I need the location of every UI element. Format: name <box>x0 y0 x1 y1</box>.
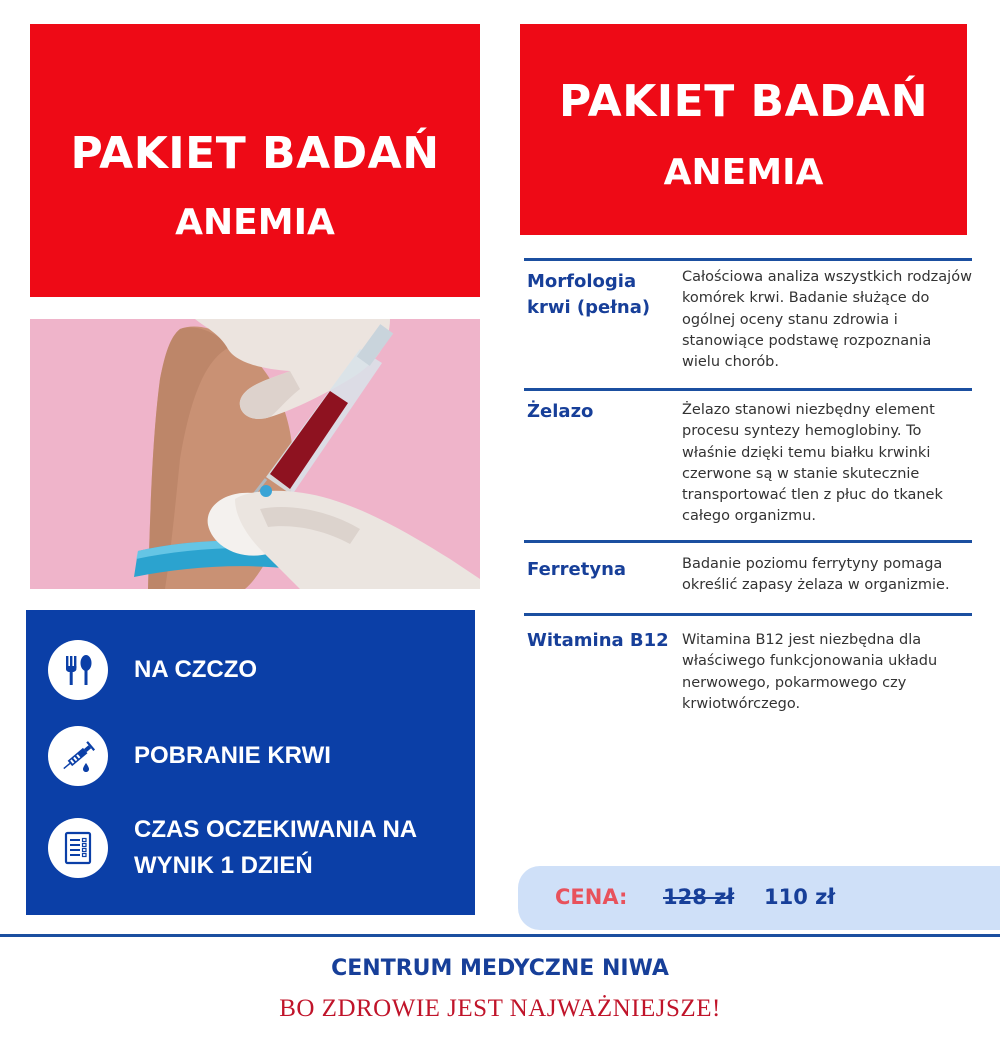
header-left-subtitle: ANEMIA <box>175 202 335 243</box>
checklist-icon <box>48 818 108 878</box>
price-bar <box>518 866 1000 930</box>
new-price: 110 zł <box>764 885 836 909</box>
test-description: Badanie poziomu ferrytyny pomaga określić zapasy żelaza w organizmie. <box>682 556 950 594</box>
test-row <box>524 258 972 388</box>
footer-clinic-name: CENTRUM MEDYCZNE NIWA <box>331 956 669 981</box>
test-description: Całościowa analiza wszystkich rodzajów komórek krwi. Badanie służące do ogólnej oceny stanu zdrowia i stanowiące podstawę rozpoznania wielu chorób. <box>682 269 972 371</box>
info-item-blood-draw <box>48 726 331 786</box>
syringe-icon <box>48 726 108 786</box>
test-row <box>524 613 972 723</box>
old-price: 128 zł <box>663 885 735 909</box>
header-left-title: PAKIET BADAŃ <box>70 128 440 179</box>
test-row <box>524 540 972 613</box>
info-waiting-time-text: CZAS OCZEKIWANIA NA WYNIK 1 DZIEŃ <box>134 816 417 879</box>
test-name: Żelazo <box>527 401 594 422</box>
test-row <box>524 388 972 540</box>
info-item-fasting <box>48 640 257 700</box>
info-fasting-text: NA CZCZO <box>134 656 258 683</box>
cutlery-icon <box>48 640 108 700</box>
test-description: Żelazo stanowi niezbędny element procesu syntezy hemoglobiny. To właśnie dzięki temu białku krwinki czerwone są w stanie skutecznie transportować tlen z płuc do tkanek całego organizmu. <box>682 402 943 525</box>
test-name: Ferretyna <box>527 559 627 580</box>
test-name: Witamina B12 <box>527 630 669 651</box>
header-left-banner <box>30 24 480 297</box>
test-name: Morfologia krwi (pełna) <box>527 271 651 318</box>
info-blood-draw-text: POBRANIE KRWI <box>134 742 331 769</box>
footer-slogan: BO ZDROWIE JEST NAJWAŻNIEJSZE! <box>279 995 721 1022</box>
footer-divider <box>0 934 1000 937</box>
info-item-waiting-time <box>48 812 454 884</box>
test-description: Witamina B12 jest niezbędna dla właściwego funkcjonowania układu nerwowego, pokarmowego czy krwiotwórczego. <box>682 632 938 712</box>
header-right-title: PAKIET BADAŃ <box>558 76 929 127</box>
blood-draw-illustration <box>30 319 480 589</box>
price-label: CENA: <box>555 885 628 909</box>
tests-table <box>524 258 972 723</box>
header-right-subtitle: ANEMIA <box>663 152 824 193</box>
blood-draw-photo <box>30 319 480 589</box>
header-right-banner <box>520 24 967 235</box>
info-panel <box>26 610 475 915</box>
